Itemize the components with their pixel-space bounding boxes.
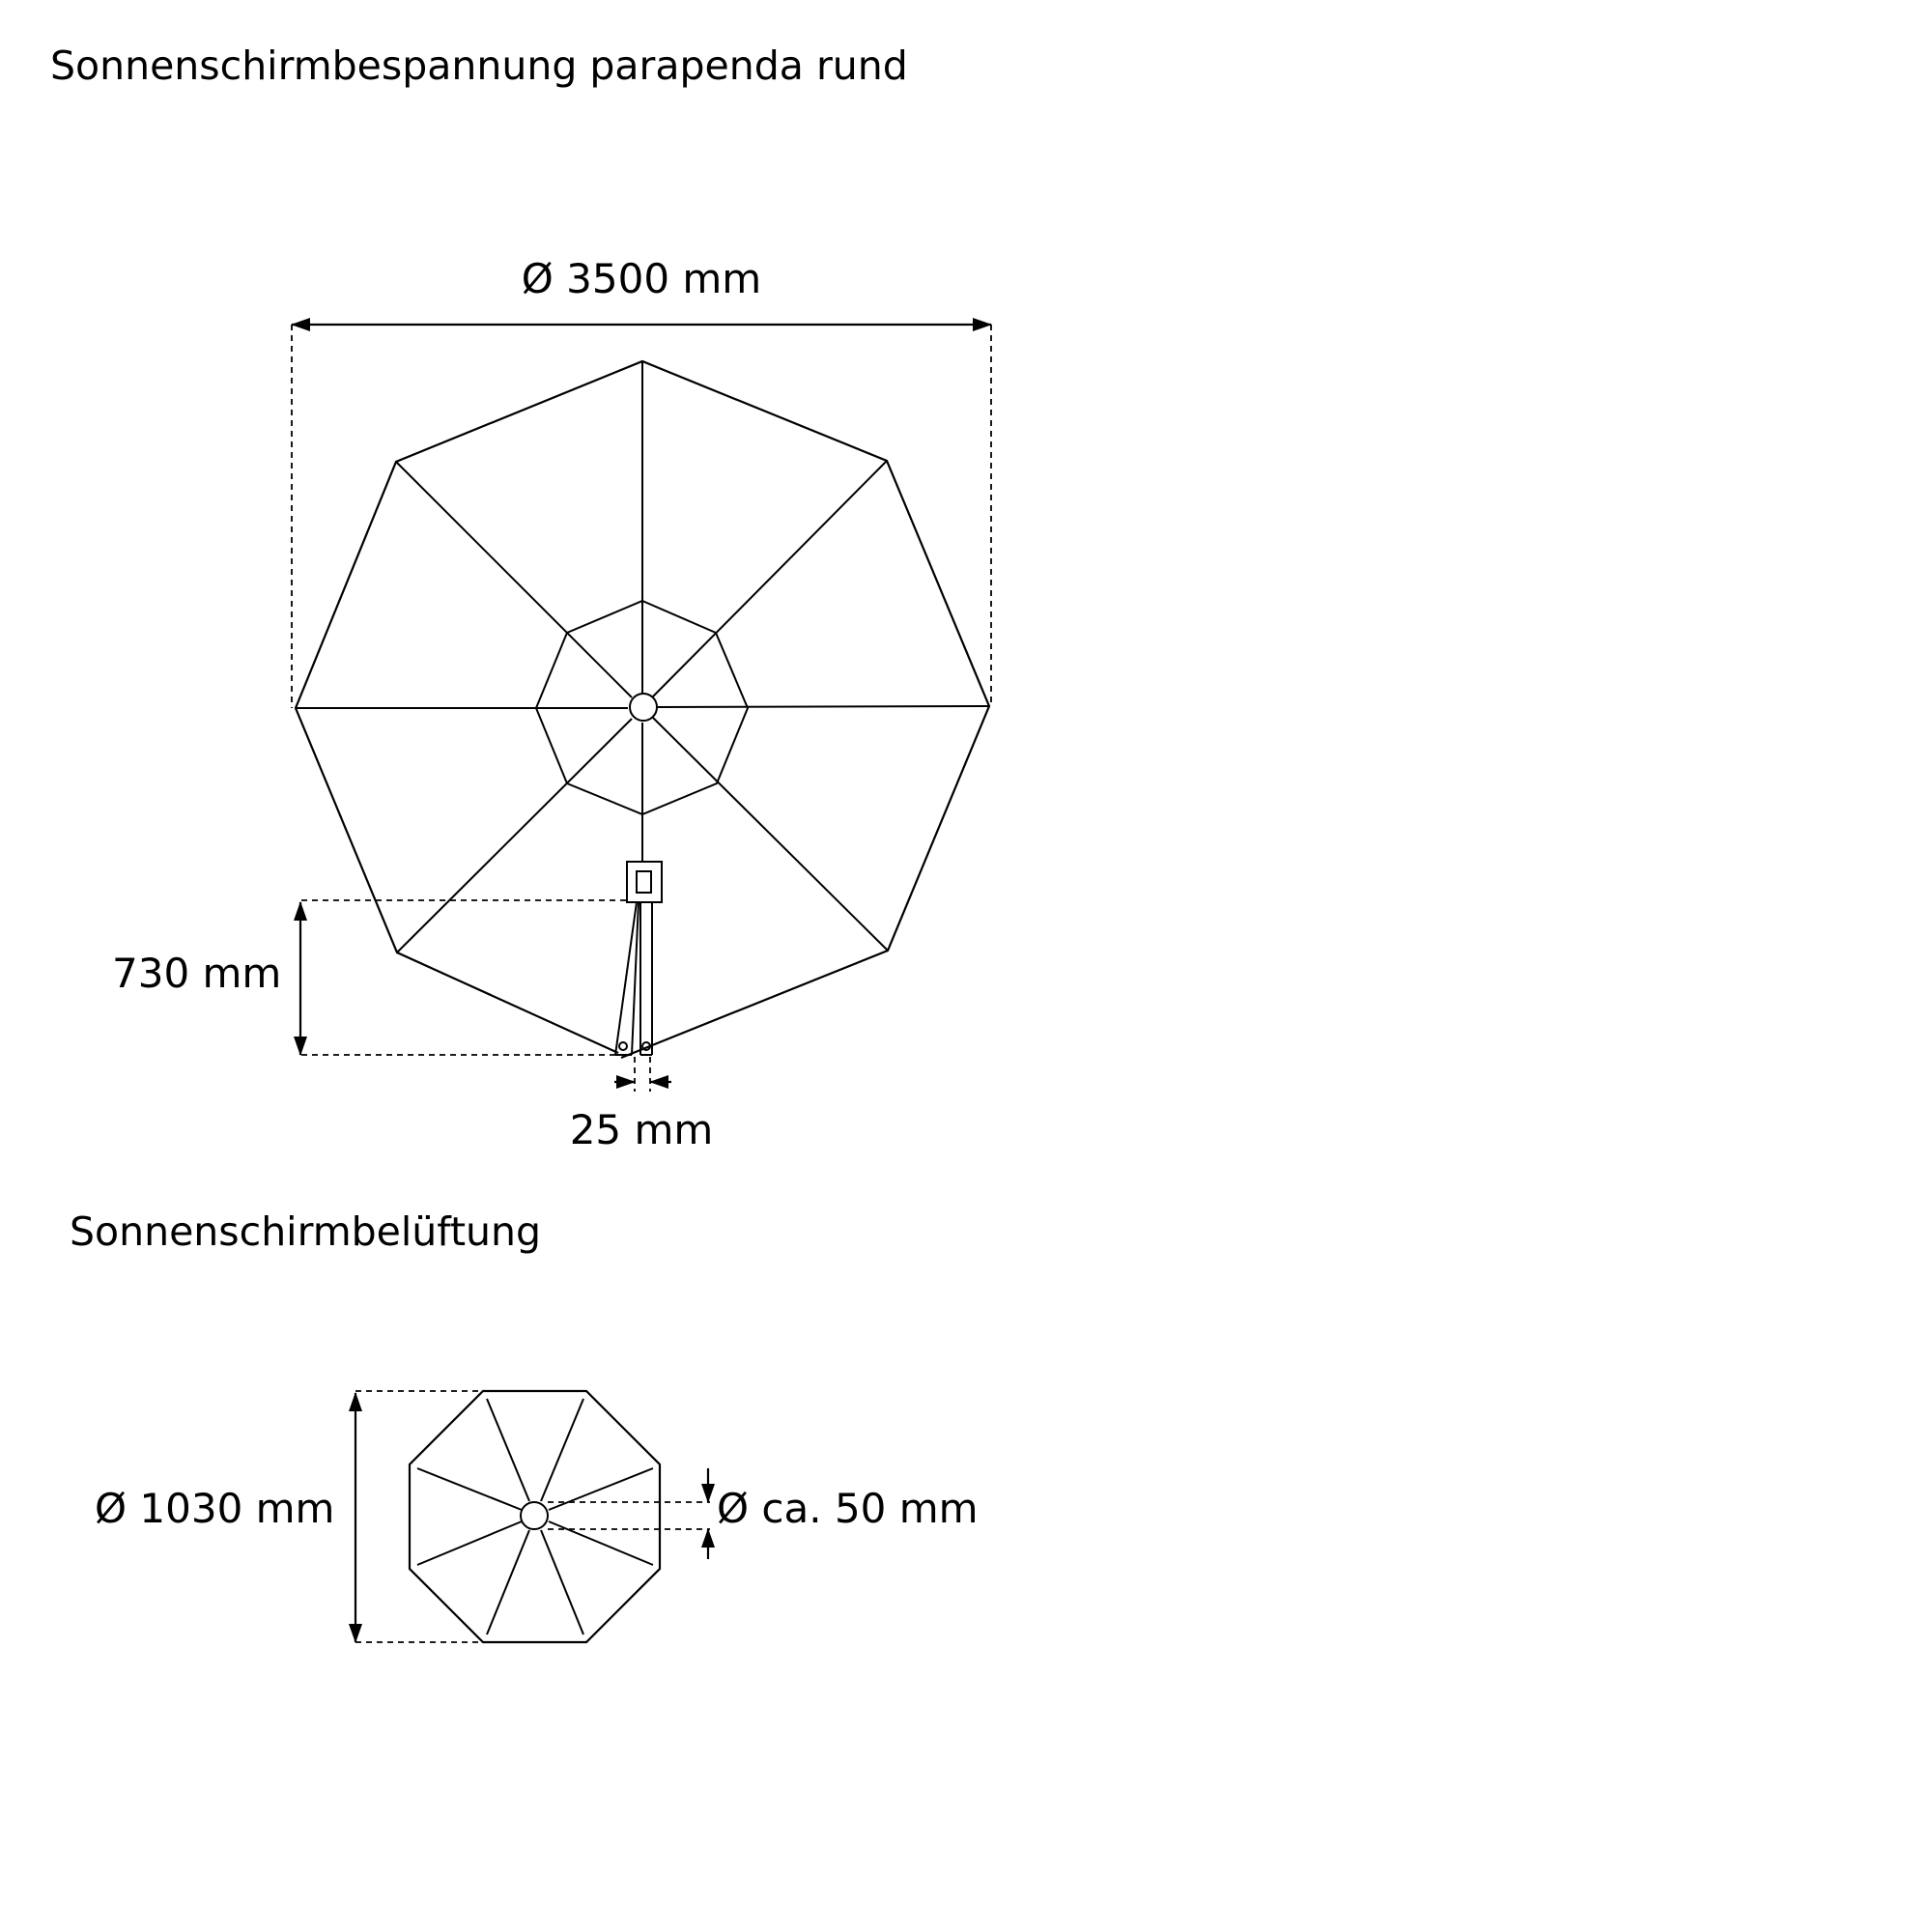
vent-hole-dimension [548, 1468, 710, 1559]
crank-window [637, 871, 651, 893]
canopy-drawing [296, 361, 989, 1058]
canopy-diameter-label: Ø 3500 mm [521, 255, 762, 302]
vent-diameter-dimension [355, 1391, 483, 1642]
canopy-section-title: Sonnenschirmbespannung parapenda rund [50, 43, 908, 89]
vent-hole-label: Ø ca. 50 mm [717, 1485, 979, 1532]
strap-width-label: 25 mm [569, 1106, 714, 1153]
crank-box [627, 862, 662, 902]
canopy-ribs [296, 361, 989, 952]
vent-diameter-label: Ø 1030 mm [95, 1485, 335, 1532]
strap-width-dimension [614, 1057, 671, 1092]
canopy-height-label: 730 mm [112, 950, 282, 997]
vent-hole [521, 1502, 548, 1529]
vent-section-title: Sonnenschirmbelüftung [70, 1208, 542, 1255]
canopy-hub [630, 694, 657, 721]
vent-outline [410, 1391, 660, 1642]
vent-drawing [410, 1391, 660, 1642]
canopy-height-dimension [300, 900, 630, 1055]
pull-strap [615, 902, 652, 1055]
vent-ribs [417, 1399, 653, 1634]
